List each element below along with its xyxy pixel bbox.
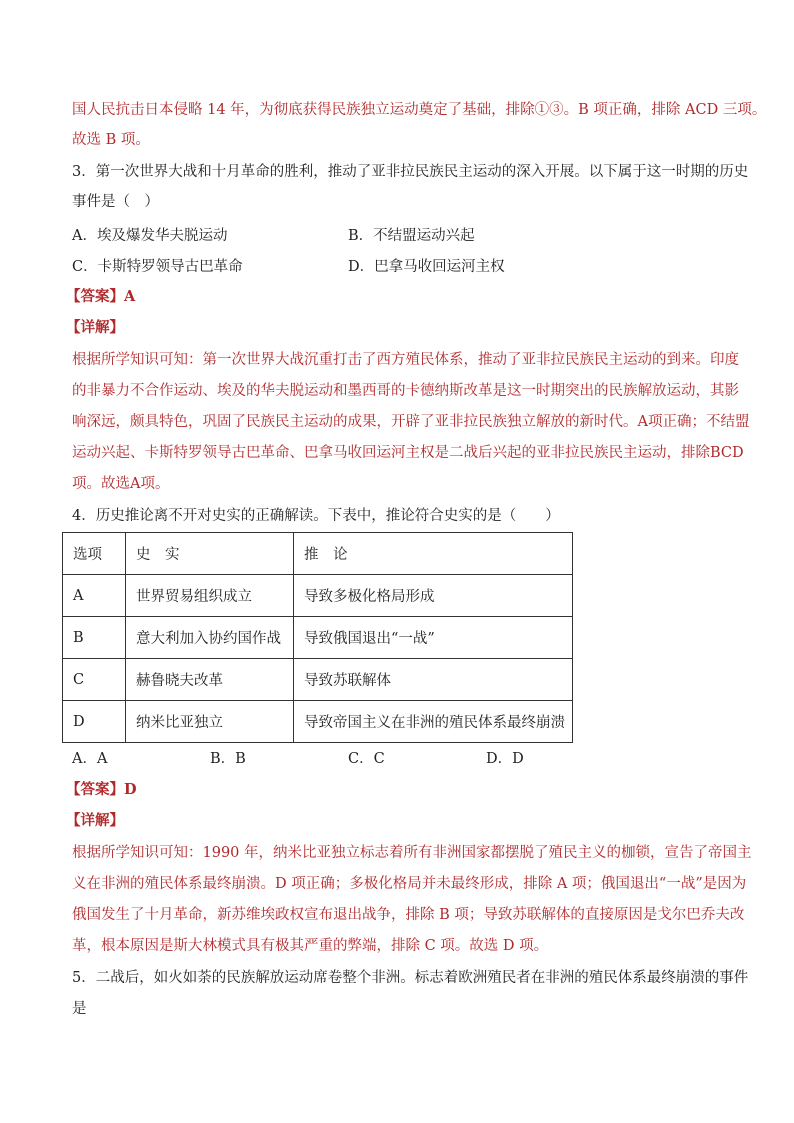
q4-history-table [62,532,573,743]
table-row [63,617,573,659]
table-row [63,575,573,617]
q5-stem-line-1: 5．二战后，如火如荼的民族解放运动席卷整个非洲。标志着欧洲殖民者在非洲的殖民体系最终崩溃的事件 [72,970,749,986]
q3-detail-line: 根据所学知识可知：第一次世界大战沉重打击了西方殖民体系，推动了亚非拉民族民主运动的到来。印度 [72,352,739,368]
q4-detail-line: 根据所学知识可知：1990 年，纳米比亚独立标志着所有非洲国家都摆脱了殖民主义的枷锁，宣告了帝国主 [72,845,752,861]
table-cell: A [63,575,126,617]
q3-detail-line: 的非暴力不合作运动、埃及的华夫脱运动和墨西哥的卡德纳斯改革是这一时期突出的民族解放运动，其影 [72,383,739,399]
q4-option-b: B．B [210,751,246,767]
table-cell: D [63,701,126,743]
table-cell: 导致俄国退出“一战” [294,617,573,659]
q3-detail-line: 运动兴起、卡斯特罗领导古巴革命、巴拿马收回运河主权是二战后兴起的亚非拉民族民主运动，排除BCD [72,445,744,461]
q4-stem: 4．历史推论离不开对史实的正确解读。下表中，推论符合史实的是（ ） [72,508,560,524]
q4-answer: 【答案】D [66,781,137,798]
q4-option-d: D．D [486,751,524,767]
q5-stem-line-2: 是 [72,1001,87,1017]
table-cell: 世界贸易组织成立 [126,575,294,617]
q3-stem-line-1: 3．第一次世界大战和十月革命的胜利，推动了亚非拉民族民主运动的深入开展。以下属于这一时期的历史 [72,164,749,180]
table-cell: 导致帝国主义在非洲的殖民体系最终崩溃 [294,701,573,743]
table-header-cell: 选项 [63,533,126,575]
q3-option-b: B．不结盟运动兴起 [348,228,475,244]
q4-detail-line: 革，根本原因是斯大林模式具有极其严重的弊端，排除 C 项。故选 D 项。 [72,938,549,954]
q4-option-c: C．C [348,751,385,767]
q3-detail-line: 项。故选A项。 [72,476,170,492]
table-cell: 纳米比亚独立 [126,701,294,743]
q4-option-a: A．A [72,751,108,767]
q3-stem-line-2: 事件是（ ） [72,194,159,210]
table-row [63,701,573,743]
intro-line-2: 故选 B 项。 [72,132,150,148]
q4-detail-line: 义在非洲的殖民体系最终崩溃。D 项正确；多极化格局并未最终形成，排除 A 项；俄国退出“一战”是因为 [72,876,747,892]
q3-option-d: D．巴拿马收回运河主权 [348,259,505,275]
table-row [63,659,573,701]
q3-detail-line: 响深远，颇具特色，巩固了民族民主运动的成果，开辟了亚非拉民族独立解放的新时代。A项正确；不结盟 [72,414,750,430]
table-header-cell: 推 论 [294,533,573,575]
table-cell: 导致多极化格局形成 [294,575,573,617]
q4-detail-line: 俄国发生了十月革命，新苏维埃政权宣布退出战争，排除 B 项；导致苏联解体的直接原因是戈尔巴乔夫改 [72,907,745,923]
table-cell: 导致苏联解体 [294,659,573,701]
q4-detail-label: 【详解】 [66,812,124,829]
intro-line-1: 国人民抗击日本侵略 14 年，为彻底获得民族独立运动奠定了基础，排除①③。B 项正确，排除 ACD 三项。 [72,102,767,118]
q3-option-a: A．埃及爆发华夫脱运动 [72,228,228,244]
table-cell: C [63,659,126,701]
q3-option-c: C．卡斯特罗领导古巴革命 [72,259,243,275]
table-cell: 意大利加入协约国作战 [126,617,294,659]
q3-detail-label: 【详解】 [66,319,124,336]
q3-answer: 【答案】A [66,288,136,305]
table-cell: B [63,617,126,659]
table-cell: 赫鲁晓夫改革 [126,659,294,701]
table-header-cell: 史 实 [126,533,294,575]
table-header-row [63,533,573,575]
